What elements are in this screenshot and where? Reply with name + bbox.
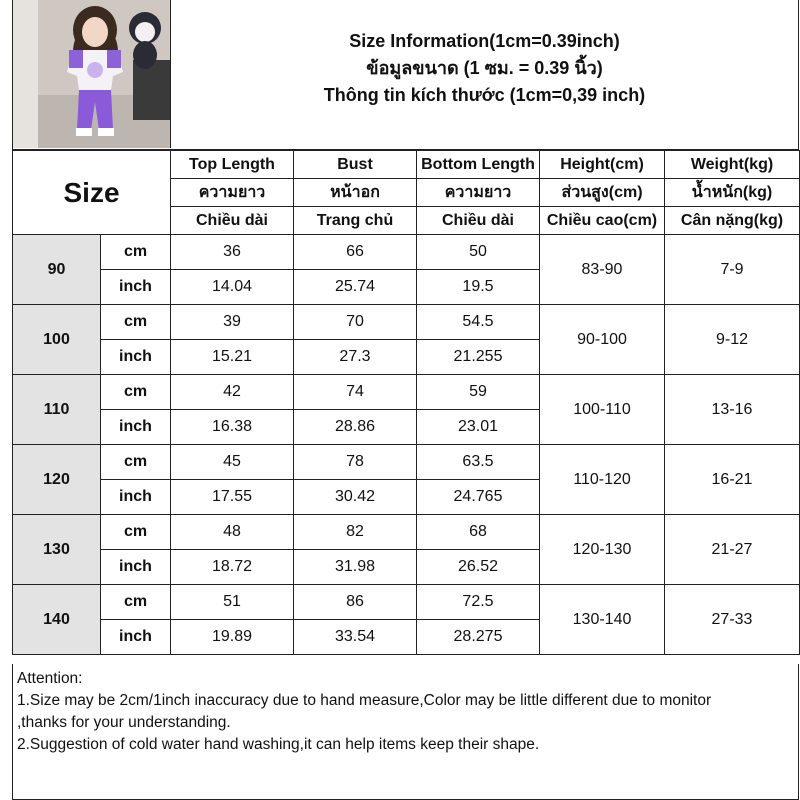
column-header: Chiều dài — [417, 207, 540, 235]
table-row — [13, 585, 800, 620]
unit-cell: cm — [101, 445, 171, 480]
table-row — [13, 445, 800, 480]
table-cell: 45 — [171, 445, 294, 480]
size-cell: 90 — [13, 235, 101, 305]
column-header: Bust — [294, 151, 417, 179]
table-cell: 82 — [294, 515, 417, 550]
size-cell: 110 — [13, 375, 101, 445]
title-english: Size Information(1cm=0.39inch) — [349, 31, 620, 51]
table-cell: 36 — [171, 235, 294, 270]
column-header: Weight(kg) — [665, 151, 800, 179]
column-header: Chiều cao(cm) — [540, 207, 665, 235]
height-cell: 100-110 — [540, 375, 665, 445]
unit-cell: cm — [101, 515, 171, 550]
size-header: Size — [13, 151, 171, 235]
table-cell: 33.54 — [294, 620, 417, 655]
column-header: หน้าอก — [294, 179, 417, 207]
weight-cell: 21-27 — [665, 515, 800, 585]
product-photo — [13, 0, 171, 148]
table-cell: 28.86 — [294, 410, 417, 445]
table-cell: 27.3 — [294, 340, 417, 375]
table-cell: 30.42 — [294, 480, 417, 515]
column-header: น้ำหนัก(kg) — [665, 179, 800, 207]
size-information-title — [171, 28, 798, 109]
table-cell: 23.01 — [417, 410, 540, 445]
table-cell: 28.275 — [417, 620, 540, 655]
column-header: Height(cm) — [540, 151, 665, 179]
table-cell: 14.04 — [171, 270, 294, 305]
unit-cell: cm — [101, 585, 171, 620]
height-cell: 90-100 — [540, 305, 665, 375]
weight-cell: 7-9 — [665, 235, 800, 305]
unit-cell: inch — [101, 620, 171, 655]
note-line-1-continued: ,thanks for your understanding. — [17, 714, 231, 731]
height-cell: 130-140 — [540, 585, 665, 655]
column-header: ความยาว — [417, 179, 540, 207]
table-cell: 18.72 — [171, 550, 294, 585]
unit-cell: cm — [101, 305, 171, 340]
table-cell: 63.5 — [417, 445, 540, 480]
weight-cell: 16-21 — [665, 445, 800, 515]
table-cell: 19.89 — [171, 620, 294, 655]
size-cell: 100 — [13, 305, 101, 375]
table-cell: 16.38 — [171, 410, 294, 445]
title-thai: ข้อมูลขนาด (1 ซม. = 0.39 นิ้ว) — [366, 58, 603, 78]
unit-cell: inch — [101, 480, 171, 515]
weight-cell: 9-12 — [665, 305, 800, 375]
weight-cell: 13-16 — [665, 375, 800, 445]
table-cell: 48 — [171, 515, 294, 550]
table-cell: 74 — [294, 375, 417, 410]
table-row — [13, 375, 800, 410]
note-line-2: 2.Suggestion of cold water hand washing,it can help items keep their shape. — [17, 736, 540, 753]
table-cell: 24.765 — [417, 480, 540, 515]
title-vietnamese: Thông tin kích thước (1cm=0,39 inch) — [323, 85, 646, 105]
column-header: Bottom Length — [417, 151, 540, 179]
unit-cell: cm — [101, 235, 171, 270]
table-cell: 42 — [171, 375, 294, 410]
table-cell: 59 — [417, 375, 540, 410]
table-cell: 72.5 — [417, 585, 540, 620]
height-cell: 120-130 — [540, 515, 665, 585]
weight-cell: 27-33 — [665, 585, 800, 655]
column-header: Top Length — [171, 151, 294, 179]
unit-cell: cm — [101, 375, 171, 410]
table-row — [13, 305, 800, 340]
table-row — [13, 515, 800, 550]
height-cell: 83-90 — [540, 235, 665, 305]
column-header: ส่วนสูง(cm) — [540, 179, 665, 207]
note-line-1: 1.Size may be 2cm/1inch inaccuracy due to hand measure,Color may be little different due to monitor — [17, 692, 712, 709]
table-cell: 54.5 — [417, 305, 540, 340]
height-cell: 110-120 — [540, 445, 665, 515]
column-header: Trang chủ — [294, 207, 417, 235]
table-cell: 25.74 — [294, 270, 417, 305]
unit-cell: inch — [101, 340, 171, 375]
table-cell: 51 — [171, 585, 294, 620]
table-row — [13, 235, 800, 270]
table-cell: 68 — [417, 515, 540, 550]
size-cell: 140 — [13, 585, 101, 655]
table-cell: 19.5 — [417, 270, 540, 305]
column-header: Cân nặng(kg) — [665, 207, 800, 235]
column-header: Chiều dài — [171, 207, 294, 235]
table-cell: 70 — [294, 305, 417, 340]
table-cell: 78 — [294, 445, 417, 480]
size-table — [12, 150, 800, 655]
attention-heading: Attention: — [17, 670, 83, 687]
table-cell: 31.98 — [294, 550, 417, 585]
table-cell: 26.52 — [417, 550, 540, 585]
header-row-english — [13, 151, 800, 179]
size-cell: 130 — [13, 515, 101, 585]
table-cell: 86 — [294, 585, 417, 620]
unit-cell: inch — [101, 270, 171, 305]
attention-notes — [12, 664, 799, 800]
column-header: ความยาว — [171, 179, 294, 207]
table-cell: 17.55 — [171, 480, 294, 515]
unit-cell: inch — [101, 550, 171, 585]
girl-in-purple-outfit-photo — [13, 0, 170, 148]
table-cell: 21.255 — [417, 340, 540, 375]
table-cell: 50 — [417, 235, 540, 270]
header-block — [12, 0, 799, 150]
table-cell: 66 — [294, 235, 417, 270]
unit-cell: inch — [101, 410, 171, 445]
table-cell: 39 — [171, 305, 294, 340]
table-cell: 15.21 — [171, 340, 294, 375]
size-cell: 120 — [13, 445, 101, 515]
